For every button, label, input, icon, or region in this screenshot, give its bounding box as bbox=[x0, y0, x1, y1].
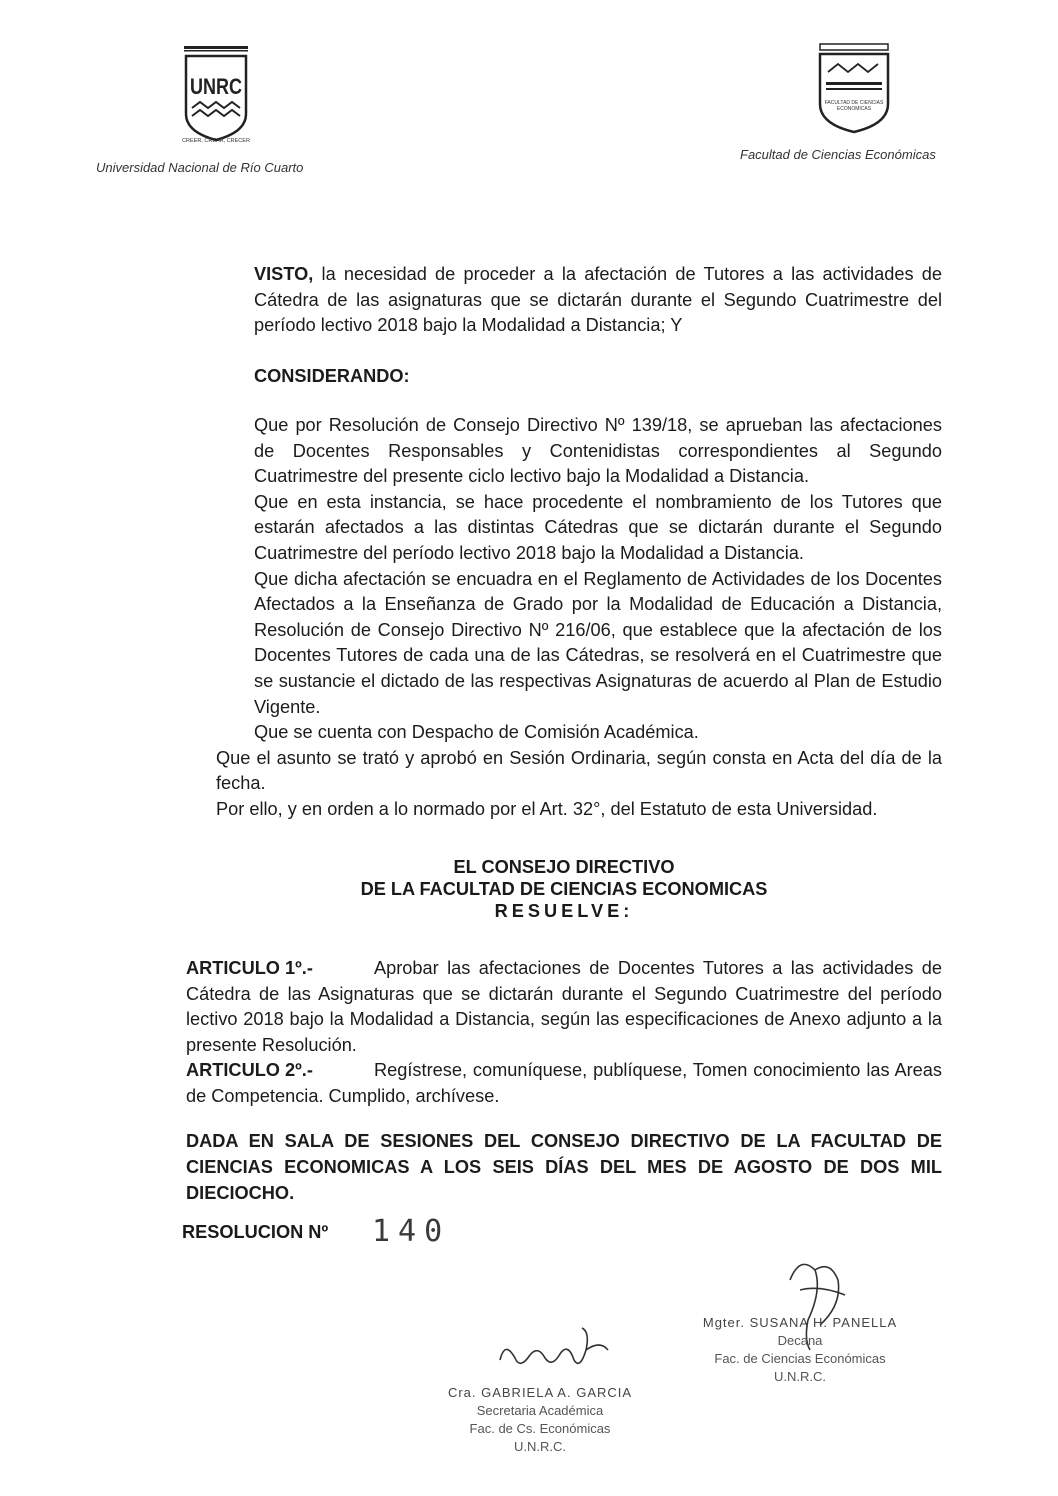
article-1-label: ARTICULO 1º.- bbox=[186, 958, 313, 978]
signature-right bbox=[700, 1314, 900, 1386]
article-2-text: Regístrese, comuníquese, publíquese, Tomen conocimiento las Areas de Competencia. Cumplido, archívese. bbox=[186, 1060, 942, 1106]
signature-right-role: Decana bbox=[777, 1333, 823, 1348]
considerando-p3: Que dicha afectación se encuadra en el Reglamento de Actividades de los Docentes Afectados a la Enseñanza de Grado por la Modalidad de Educación a Distancia, Resolución de Consejo Directivo Nº 216/06, que establece que la afectación de los Docentes Tutores de cada una de las Cátedras, se resolverá en el Cuatrimestre que se sustancie el dictado de las respectivas Asignaturas de acuerdo al Plan de Estudio Vigente. bbox=[254, 568, 942, 717]
faculty-logo bbox=[818, 42, 890, 134]
resolution-number: 140 bbox=[372, 1214, 451, 1249]
considerando-heading: CONSIDERANDO: bbox=[254, 366, 410, 386]
article-2 bbox=[186, 1058, 942, 1109]
dada-paragraph: DADA EN SALA DE SESIONES DEL CONSEJO DIRECTIVO DE LA FACULTAD DE CIENCIAS ECONOMICAS A LOS SEIS DÍAS DEL MES DE AGOSTO DE DOS MIL DIECIOCHO. bbox=[186, 1131, 942, 1203]
signature-right-inst: U.N.R.C. bbox=[774, 1369, 826, 1384]
faculty-logo-text: FACULTAD DE CIENCIAS ECONOMICAS bbox=[824, 100, 884, 112]
council-heading bbox=[186, 856, 942, 922]
signature-right-org: Fac. de Ciencias Económicas bbox=[714, 1351, 886, 1366]
svg-text:UNRC: UNRC bbox=[190, 74, 243, 99]
unrc-logo bbox=[180, 44, 252, 148]
visto-lead: VISTO, bbox=[254, 264, 314, 284]
signature-left-org: Fac. de Cs. Económicas bbox=[469, 1421, 611, 1436]
article-2-label: ARTICULO 2º.- bbox=[186, 1060, 313, 1081]
signature-left-name: Cra. GABRIELA A. GARCIA bbox=[447, 1385, 633, 1400]
faculty-name: Facultad de Ciencias Económicas bbox=[740, 147, 936, 162]
signature-left-role: Secretaria Académica bbox=[476, 1403, 604, 1418]
signature-left bbox=[440, 1384, 640, 1456]
articles-block bbox=[186, 956, 942, 1110]
resolution-label: RESOLUCION Nº bbox=[182, 1222, 329, 1242]
considerando-body bbox=[186, 413, 942, 823]
considerando-p6: Por ello, y en orden a lo normado por el Art. 32°, del Estatuto de esta Universidad. bbox=[216, 798, 878, 819]
considerando-p2: Que en esta instancia, se hace procedente el nombramiento de los Tutores que estarán afectados a las distintas Cátedras que se dictarán durante el Segundo Cuatrimestre del período lectivo 2018 bajo la Modalidad a Distancia. bbox=[254, 491, 942, 563]
signature-left-scribble bbox=[490, 1320, 630, 1390]
considerando-p5: Que el asunto se trató y aprobó en Sesión Ordinaria, según consta en Acta del día de la fecha. bbox=[216, 747, 942, 794]
visto-paragraph bbox=[186, 262, 942, 339]
council-line1: EL CONSEJO DIRECTIVO bbox=[453, 857, 675, 877]
signature-left-inst: U.N.R.C. bbox=[514, 1439, 566, 1454]
article-1 bbox=[186, 956, 942, 1058]
article-1-text: Aprobar las afectaciones de Docentes Tutores a las actividades de Cátedra de las Asignaturas que se dictarán durante el Segundo Cuatrimestre del período lectivo 2018 bajo la Modalidad a Distancia, según las especificaciones de Anexo adjunto a la presente Resolución. bbox=[186, 958, 942, 1055]
council-line3: RESUELVE: bbox=[494, 901, 634, 921]
considerando-p1: Que por Resolución de Consejo Directivo Nº 139/18, se aprueban las afectaciones de Docentes Responsables y Contenidistas correspondientes al Segundo Cuatrimestre del presente ciclo lectivo bajo la Modalidad a Distancia. bbox=[254, 415, 942, 487]
unrc-motto: CREER, CREAR, CRECER bbox=[182, 138, 250, 144]
university-name: Universidad Nacional de Río Cuarto bbox=[96, 160, 304, 175]
signature-right-name: Mgter. SUSANA H. PANELLA bbox=[702, 1315, 898, 1330]
considerando-title bbox=[186, 364, 942, 390]
considerando-p4: Que se cuenta con Despacho de Comisión Académica. bbox=[254, 722, 699, 743]
council-line2: DE LA FACULTAD DE CIENCIAS ECONOMICAS bbox=[360, 879, 768, 899]
visto-text: la necesidad de proceder a la afectación de Tutores a las actividades de Cátedra de las asignaturas que se dictarán durante el Segundo Cuatrimestre del período lectivo 2018 bajo la Modalidad a Distancia; Y bbox=[254, 264, 942, 336]
